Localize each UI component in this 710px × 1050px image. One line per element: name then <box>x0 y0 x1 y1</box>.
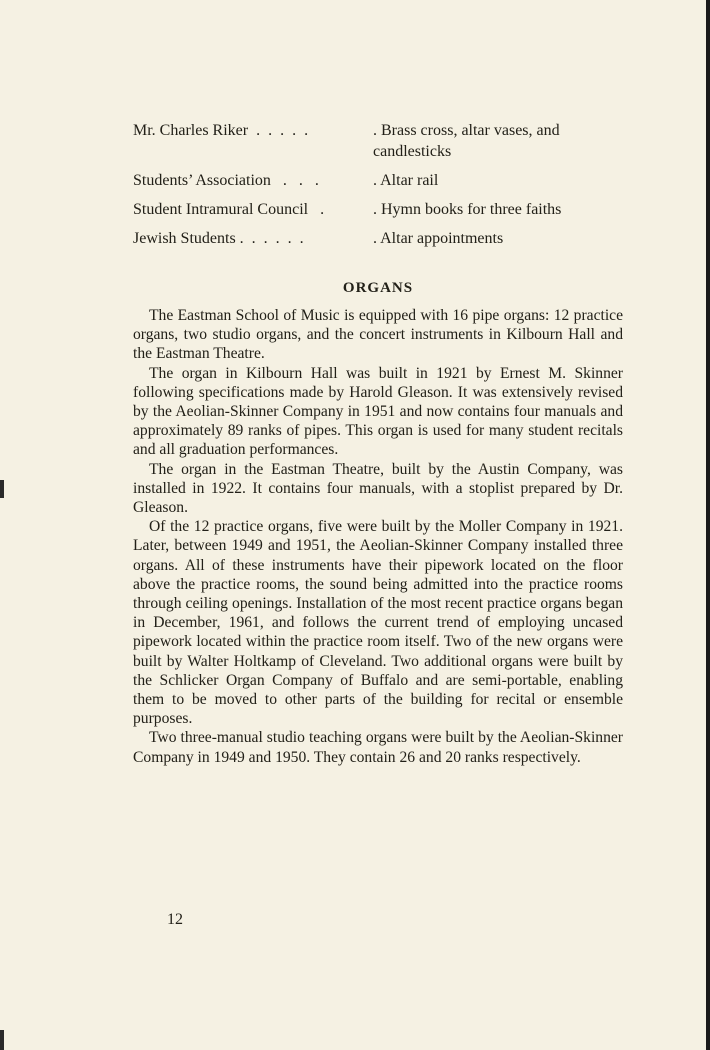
section-heading: ORGANS <box>342 280 414 296</box>
section-body <box>133 306 623 767</box>
gift-donor: Jewish Students . . . . . . <box>133 230 304 247</box>
paragraph: The organ in the Eastman Theatre, built by the Austin Company, was installed in 1922. It contains four manuals, with a stoplist prepared by Dr. Gleason. <box>133 460 623 517</box>
gift-item: . Altar appointments <box>373 230 504 247</box>
spine-mark <box>0 480 4 498</box>
paragraph: The organ in Kilbourn Hall was built in 1921 by Ernest M. Skinner following specifications made by Harold Gleason. It was extensively revised by the Aeolian-Skinner Company in 1951 and now contains four manuals and approximately 89 ranks of pipes. This organ is used for many student recitals and all graduation performances. <box>133 364 623 459</box>
gift-list <box>133 120 633 257</box>
paragraph: Two three-manual studio teaching organs were built by the Aeolian-Skinner Company in 1949 and 1950. They contain 26 and 20 ranks respectively. <box>133 729 623 766</box>
page-number: 12 <box>167 911 183 928</box>
gift-donor: Mr. Charles Riker . . . . . <box>133 122 309 139</box>
gift-donor: Students’ Association . . . <box>133 172 319 189</box>
gift-row <box>133 199 633 220</box>
gift-item: . Brass cross, altar vases, and candlesticks <box>373 122 560 160</box>
paragraph: The Eastman School of Music is equipped with 16 pipe organs: 12 practice organs, two studio organs, and the concert instruments in Kilbourn Hall and the Eastman Theatre. <box>133 307 623 363</box>
paragraph: Of the 12 practice organs, five were built by the Moller Company in 1921. Later, between 1949 and 1951, the Aeolian-Skinner Company installed three organs. All of these instruments have their pipework located on the floor above the practice rooms, the sound being admitted into the practice rooms through ceiling openings. Installation of the most recent practice organs began in December, 1961, and follows the current trend of employing uncased pipework located within the practice room itself. Two of the new organs were built by Walter Holtkamp of Cleveland. Two additional organs were built by the Schlicker Organ Company of Buffalo and are semi-portable, enabling them to be moved to other parts of the building for recital or ensemble purposes. <box>133 518 623 728</box>
gift-item: . Altar rail <box>373 172 439 189</box>
gift-donor: Student Intramural Council . <box>133 201 325 218</box>
gift-item: . Hymn books for three faiths <box>373 201 562 218</box>
gift-row <box>133 228 633 249</box>
gift-row <box>133 120 633 162</box>
gift-row <box>133 170 633 191</box>
spine-mark <box>0 1030 4 1050</box>
